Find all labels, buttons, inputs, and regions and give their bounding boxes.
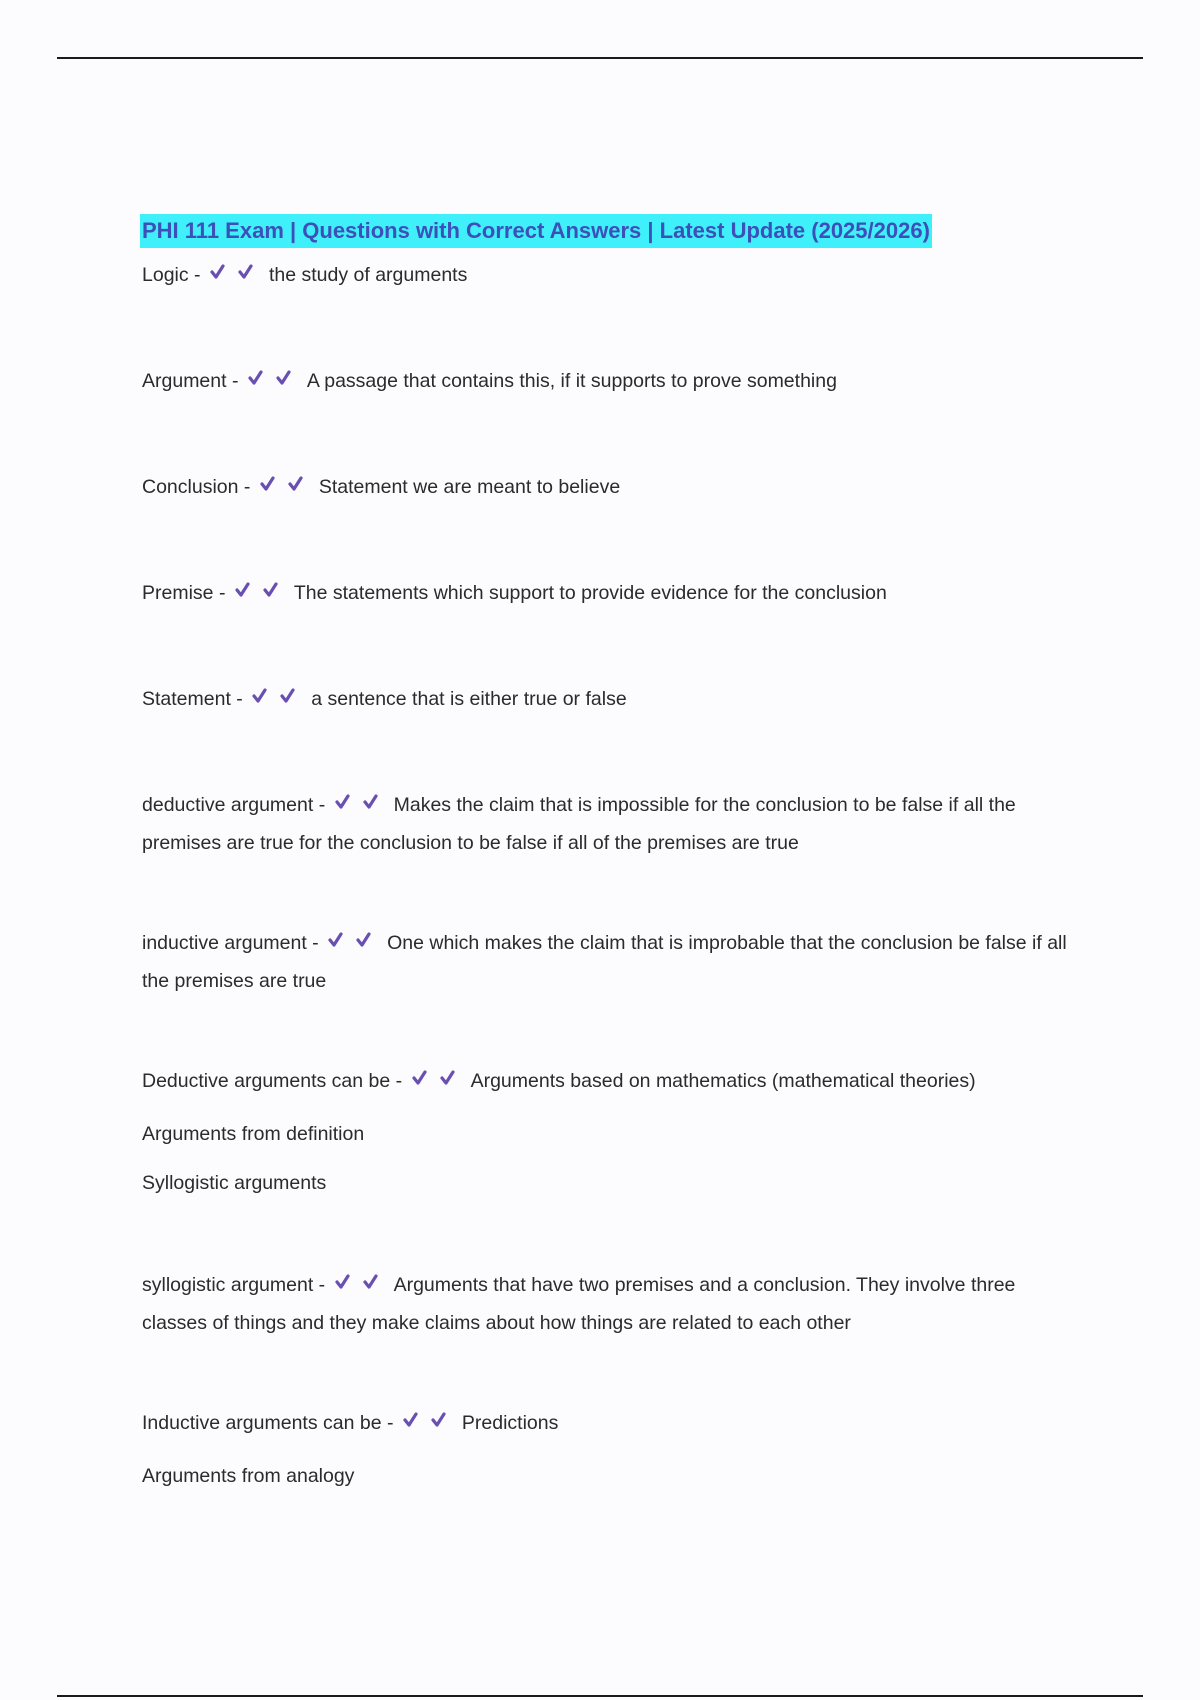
qa-entry xyxy=(142,788,1082,860)
entry-extra-line: Syllogistic arguments xyxy=(142,1172,327,1194)
check-icon xyxy=(252,692,280,714)
entry-term: Inductive arguments can be xyxy=(142,1412,382,1434)
check-icon xyxy=(328,936,356,958)
document-body xyxy=(142,214,1082,1493)
entry-term: Statement xyxy=(142,688,231,710)
qa-entry xyxy=(142,576,1082,614)
check-icon xyxy=(335,798,363,820)
double-check-icon xyxy=(412,1068,468,1102)
check-icon xyxy=(280,692,308,714)
entry-term: Conclusion xyxy=(142,476,239,498)
footer-rule xyxy=(57,1695,1143,1697)
entry-extra-line: Arguments from analogy xyxy=(142,1465,355,1487)
entry-answer: A passage that contains this, if it supports to prove something xyxy=(306,370,837,392)
entry-term: deductive argument xyxy=(142,794,314,816)
entry-answer: Arguments that have two premises and a conclusion. They involve three classes of things and they make claims about how things are related to each other xyxy=(142,1274,1016,1334)
check-icon xyxy=(356,936,384,958)
check-icon xyxy=(260,480,288,502)
double-check-icon xyxy=(210,262,266,296)
check-icon xyxy=(431,1416,459,1438)
entry-term: Logic xyxy=(142,264,189,286)
entry-separator: - xyxy=(306,932,325,954)
qa-entry xyxy=(142,364,1082,402)
double-check-icon xyxy=(403,1410,459,1444)
entry-separator: - xyxy=(381,1412,399,1434)
entry-answer: a sentence that is either true or false xyxy=(311,688,627,710)
double-check-icon xyxy=(252,686,308,720)
entry-separator: - xyxy=(188,264,206,286)
double-check-icon xyxy=(328,930,384,964)
double-check-icon xyxy=(335,1272,391,1306)
entry-answer: Statement we are meant to believe xyxy=(318,476,621,498)
entry-separator: - xyxy=(238,476,256,498)
qa-entry xyxy=(142,926,1082,998)
check-icon xyxy=(276,374,304,396)
qa-entry xyxy=(142,258,1082,296)
entry-separator: - xyxy=(390,1070,408,1092)
check-icon xyxy=(263,586,291,608)
entry-separator: - xyxy=(313,794,331,816)
check-icon xyxy=(335,1278,363,1300)
entry-answer: Arguments based on mathematics (mathematical theories) xyxy=(470,1070,976,1092)
entry-separator: - xyxy=(226,370,244,392)
check-icon xyxy=(363,1278,391,1300)
entry-term: inductive argument xyxy=(142,932,307,954)
check-icon xyxy=(248,374,276,396)
entry-answer: Predictions xyxy=(461,1412,559,1434)
double-check-icon xyxy=(260,474,316,508)
check-icon xyxy=(403,1416,431,1438)
check-icon xyxy=(235,586,263,608)
double-check-icon xyxy=(335,792,391,826)
document-title: PHI 111 Exam | Questions with Correct Answers | Latest Update (2025/2026) xyxy=(140,214,932,248)
entry-answer: the study of arguments xyxy=(268,264,468,286)
entry-separator: - xyxy=(230,688,249,710)
qa-entry xyxy=(142,1064,1082,1102)
entry-answer: The statements which support to provide evidence for the conclusion xyxy=(293,582,887,604)
check-icon xyxy=(238,268,266,290)
check-icon xyxy=(412,1074,440,1096)
check-icon xyxy=(440,1074,468,1096)
double-check-icon xyxy=(235,580,291,614)
entry-term: Argument xyxy=(142,370,227,392)
check-icon xyxy=(288,480,316,502)
qa-entry xyxy=(142,682,1082,720)
entry-answer: One which makes the claim that is improbable that the conclusion be false if all the premises are true xyxy=(142,932,1067,992)
check-icon xyxy=(210,268,238,290)
entry-extra-line: Arguments from definition xyxy=(142,1123,365,1145)
entry-term: Deductive arguments can be xyxy=(142,1070,391,1092)
qa-entry xyxy=(142,470,1082,508)
header-rule xyxy=(57,57,1143,59)
entry-separator: - xyxy=(213,582,231,604)
check-icon xyxy=(363,798,391,820)
qa-entry xyxy=(142,1268,1082,1340)
entry-term: Premise xyxy=(142,582,214,604)
qa-entry xyxy=(142,1406,1082,1444)
double-check-icon xyxy=(248,368,304,402)
entry-term: syllogistic argument xyxy=(142,1274,314,1296)
entry-separator: - xyxy=(313,1274,331,1296)
entry-answer: Makes the claim that is impossible for the conclusion to be false if all the premises are true for the conclusion to be false if all of the premises are true xyxy=(142,794,1016,854)
